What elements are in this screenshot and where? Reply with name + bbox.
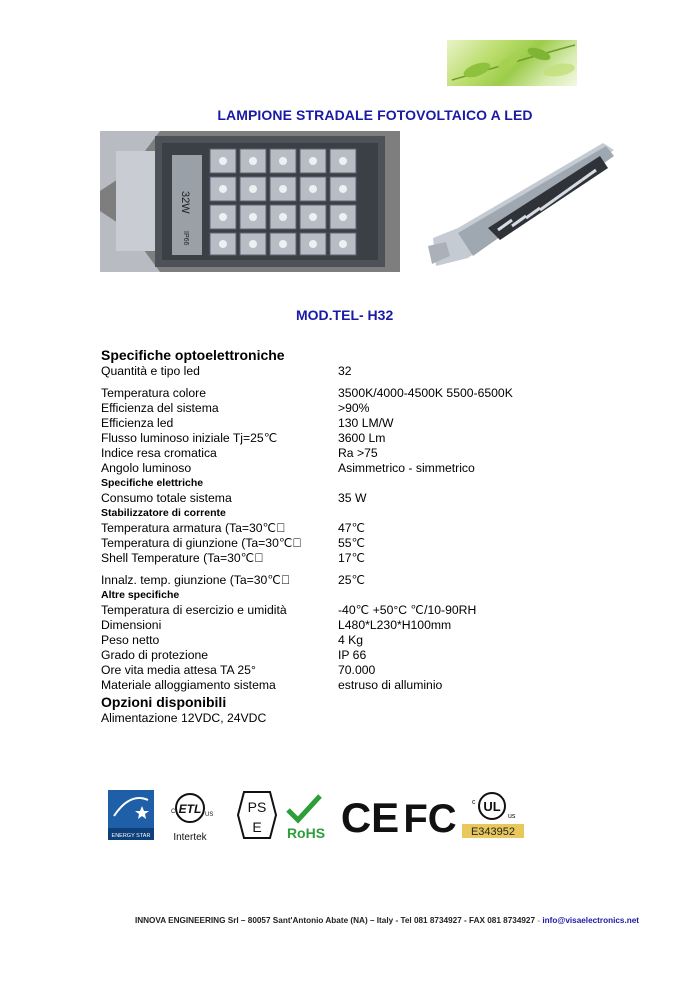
- spec-value: 35 W: [338, 491, 367, 505]
- spec-row: [101, 364, 661, 379]
- ip-rating-label: IP66: [182, 231, 189, 246]
- footer-company-info: INNOVA ENGINEERING Srl – 80057 Sant'Antonio Abate (NA) – Italy - Tel 081 8734927 - FAX 081 8734927: [134, 916, 536, 925]
- pse-bottom-text: E: [252, 819, 262, 835]
- spec-row: [101, 573, 661, 588]
- spec-label: Quantità e tipo led: [101, 364, 200, 378]
- footer-email-link[interactable]: info@visaelectronics.net: [542, 916, 640, 925]
- spec-label: Temperatura di esercizio e umidità: [101, 603, 287, 617]
- spec-row: [101, 663, 661, 678]
- spec-label: Temperatura armatura (Ta=30℃: [101, 521, 277, 535]
- spec-row: [101, 618, 661, 633]
- spec-value: 3500K/4000-4500K 5500-6500K: [338, 386, 513, 400]
- page-title: LAMPIONE STRADALE FOTOVOLTAICO A LED: [217, 107, 533, 123]
- etl-text: ETL: [178, 802, 202, 816]
- spec-label: Peso netto: [101, 633, 160, 647]
- etl-us-text: US: [205, 812, 214, 818]
- spec-row: [101, 633, 661, 648]
- specifications: [101, 346, 661, 726]
- rohs-logo: [287, 796, 325, 841]
- spec-label: Dimensioni: [101, 618, 162, 632]
- spec-label: Indice resa cromatica: [101, 446, 217, 460]
- spec-row: [101, 491, 661, 506]
- ul-us-text: us: [508, 813, 516, 820]
- spec-label: Ore vita media attesa TA 25°: [101, 663, 256, 677]
- ul-logo: [462, 793, 524, 838]
- options-value: Alimentazione 12VDC, 24VDC: [101, 711, 267, 725]
- spec-value: Ra >75: [338, 446, 378, 460]
- energy-star-logo: [108, 790, 154, 840]
- spec-value: -40℃ +50°C ℃/10-90RH: [338, 603, 477, 617]
- section-heading-other: Altre specifiche: [101, 589, 180, 601]
- spec-row: [101, 416, 661, 431]
- spec-label: Shell Temperature (Ta=30℃: [101, 551, 255, 565]
- spec-value: 17℃: [338, 551, 366, 565]
- spec-value: 70.000: [338, 663, 376, 677]
- spec-value: 130 LM/W: [338, 416, 394, 430]
- ce-logo: [341, 794, 399, 841]
- spec-row: [101, 386, 661, 401]
- spec-row: [101, 648, 661, 663]
- energy-star-text: ENERGY STAR: [111, 833, 151, 839]
- spec-label: Flusso luminoso iniziale Tj=25℃: [101, 431, 278, 445]
- spec-label: Materiale alloggiamento sistema: [101, 678, 276, 692]
- spec-row: [101, 603, 661, 618]
- spec-value: estruso di alluminio: [338, 678, 443, 692]
- ul-text: UL: [483, 799, 501, 814]
- certification-logos: [108, 786, 534, 844]
- spec-label: Efficienza del sistema: [101, 401, 219, 415]
- fcc-logo: [403, 797, 456, 841]
- header-leaf-image: [447, 40, 577, 86]
- product-photo-angled: [428, 138, 616, 273]
- footer: [62, 916, 700, 925]
- footer-separator: -: [535, 916, 543, 925]
- ul-number-text: E343952: [470, 826, 516, 838]
- spec-row: [101, 536, 661, 551]
- spec-row: [101, 521, 661, 536]
- spec-row: [101, 401, 661, 416]
- spec-row: [101, 446, 661, 461]
- spec-label: Angolo luminoso: [101, 461, 192, 475]
- spec-row: [101, 551, 661, 566]
- ce-text: CE: [340, 794, 400, 841]
- spec-value: 32: [338, 364, 352, 378]
- product-photo-front: [100, 131, 400, 272]
- options-text: [101, 711, 661, 726]
- model-code: MOD.TEL- H32: [296, 307, 394, 323]
- spec-row: [101, 461, 661, 476]
- spec-value: 4 Kg: [338, 633, 364, 647]
- spec-label: Efficienza led: [101, 416, 174, 430]
- section-heading-optoelectronic: Specifiche optoelettroniche: [101, 347, 285, 363]
- pse-top-text: PS: [247, 799, 267, 815]
- spec-value: Asimmetrico - simmetrico: [338, 461, 475, 475]
- spec-label: Consumo totale sistema: [101, 491, 232, 505]
- spec-value: L480*L230*H100mm: [338, 618, 452, 632]
- spec-value: 25℃: [338, 573, 366, 587]
- spec-label: Temperatura colore: [101, 386, 206, 400]
- spec-row: [101, 431, 661, 446]
- section-heading-current-stabilizer: Stabilizzatore di corrente: [101, 507, 226, 519]
- spec-label: Temperatura di giunzione (Ta=30℃: [101, 536, 293, 550]
- spec-row: [101, 678, 661, 693]
- leaf-illustration: [447, 40, 577, 86]
- intertek-text: Intertek: [173, 832, 207, 843]
- etl-intertek-logo: [171, 794, 213, 843]
- fc-text: FC: [403, 797, 457, 841]
- spec-value: IP 66: [338, 648, 367, 662]
- spec-value: 47℃: [338, 521, 366, 535]
- etl-c-text: C: [171, 809, 176, 815]
- spec-label: Grado di protezione: [101, 648, 209, 662]
- section-heading-options: Opzioni disponibili: [101, 694, 227, 710]
- pse-logo: [238, 792, 276, 838]
- spec-value: >90%: [338, 401, 370, 415]
- spec-value: 3600 Lm: [338, 431, 386, 445]
- spec-value: 55℃: [338, 536, 366, 550]
- wattage-label: 32W: [179, 191, 191, 214]
- section-heading-electric: Specifiche elettriche: [101, 477, 204, 489]
- spec-label: Innalz. temp. giunzione (Ta=30℃: [101, 573, 282, 587]
- ul-c-text: c: [472, 799, 476, 806]
- rohs-text: RoHS: [286, 825, 326, 841]
